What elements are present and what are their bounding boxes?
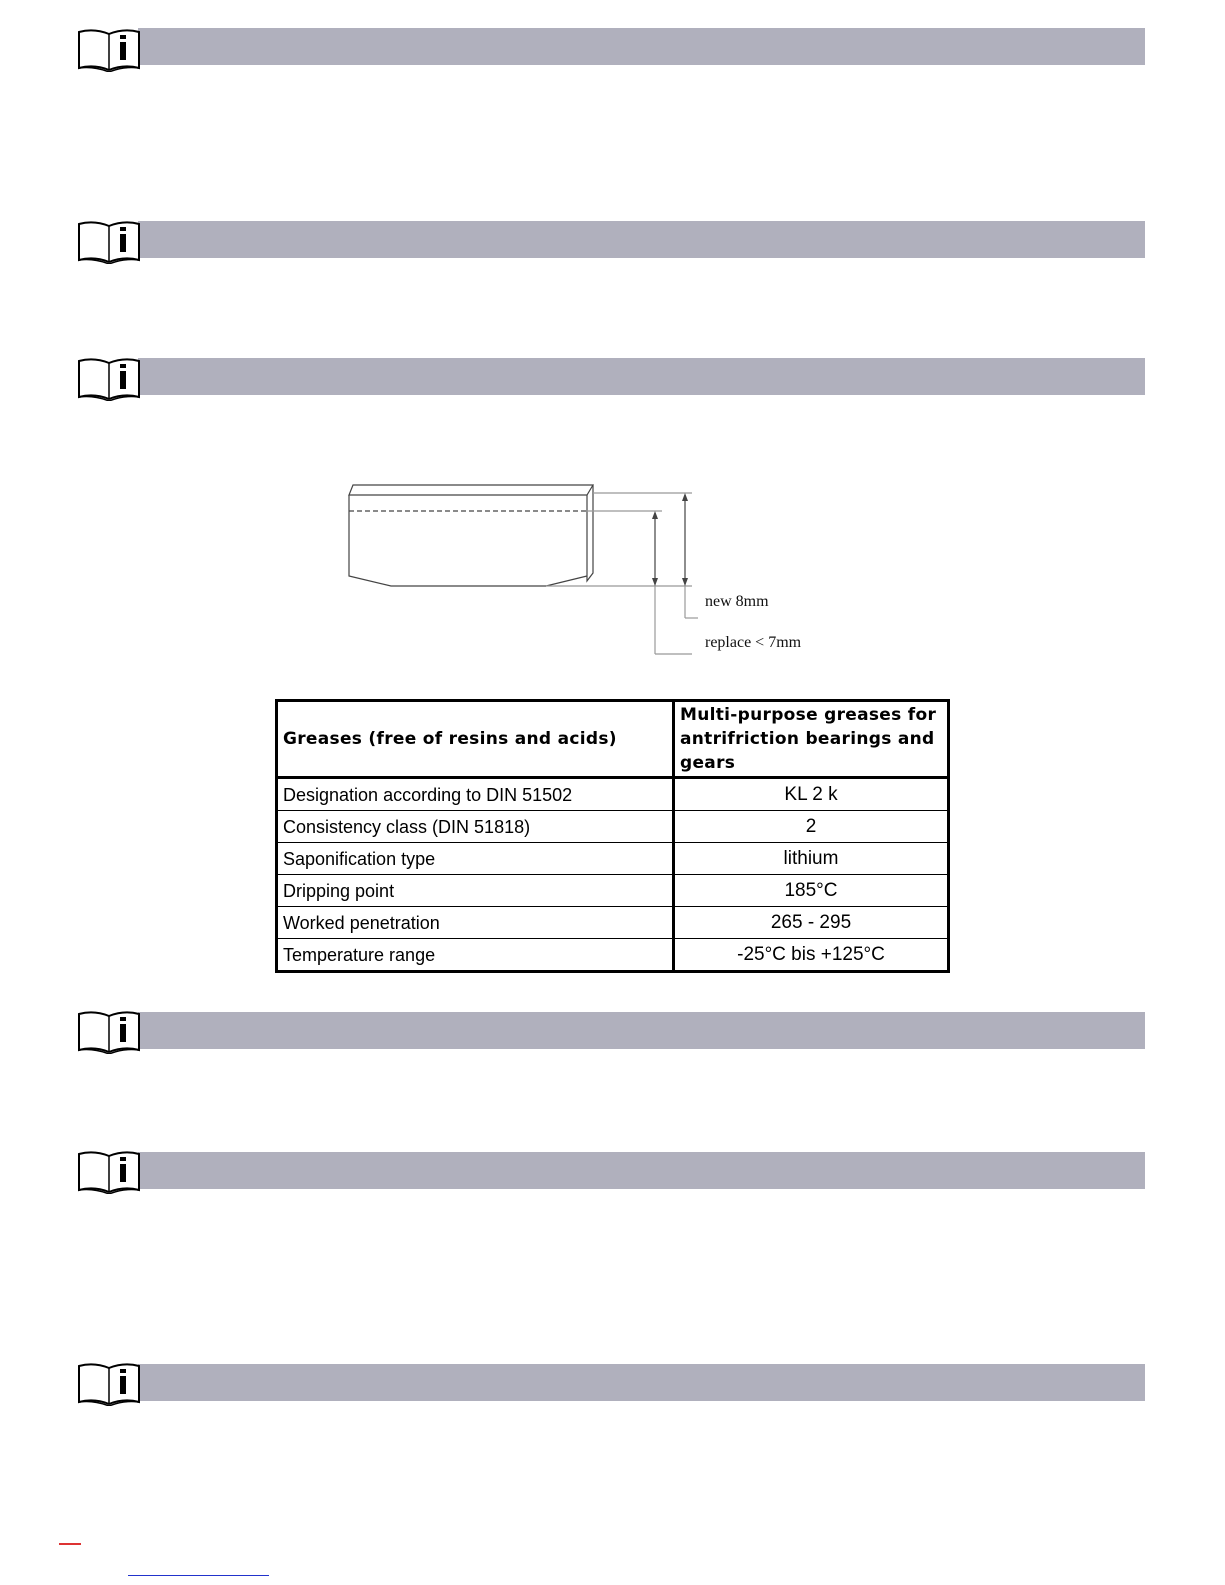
section-bar-1: [138, 28, 1145, 65]
table-header-row: [277, 701, 949, 778]
row-value: KL 2 k: [674, 778, 949, 811]
book-info-icon: [76, 216, 142, 264]
book-info-icon: [76, 353, 142, 401]
pad-front-face: [349, 495, 587, 586]
section-bar-2: [138, 221, 1145, 258]
table-row: [277, 907, 949, 939]
row-value: 185°C: [674, 875, 949, 907]
row-property: Worked penetration: [277, 907, 674, 939]
row-property: Designation according to DIN 51502: [277, 778, 674, 811]
row-value: -25°C bis +125°C: [674, 939, 949, 972]
section-bar-4: [138, 1012, 1145, 1049]
header-greases: Greases (free of resins and acids): [277, 701, 674, 778]
section-bar-6: [138, 1364, 1145, 1401]
table-row: [277, 875, 949, 907]
section-bar-3: [138, 358, 1145, 395]
book-info-icon: [76, 1006, 142, 1054]
section-bar-5: [138, 1152, 1145, 1189]
table-row: [277, 811, 949, 843]
book-info-icon: [76, 24, 142, 72]
table-row: [277, 778, 949, 811]
row-value: lithium: [674, 843, 949, 875]
grease-spec-table: [275, 699, 950, 973]
header-multipurpose: Multi-purpose greases for antrifriction bearings and gears: [674, 701, 949, 778]
book-info-icon: [76, 1146, 142, 1194]
book-info-icon: [76, 1358, 142, 1406]
row-value: 2: [674, 811, 949, 843]
row-value: 265 - 295: [674, 907, 949, 939]
footer-page-mark: [59, 1543, 81, 1545]
footer-link-underline[interactable]: [128, 1575, 269, 1576]
table-row: [277, 843, 949, 875]
label-new-thickness: new 8mm: [705, 593, 769, 610]
row-property: Dripping point: [277, 875, 674, 907]
row-property: Saponification type: [277, 843, 674, 875]
row-property: Consistency class (DIN 51818): [277, 811, 674, 843]
pad-top-face: [349, 485, 593, 495]
pad-right-face: [587, 485, 593, 581]
row-property: Temperature range: [277, 939, 674, 972]
table-row: [277, 939, 949, 972]
label-replace-thickness: replace < 7mm: [705, 634, 802, 651]
